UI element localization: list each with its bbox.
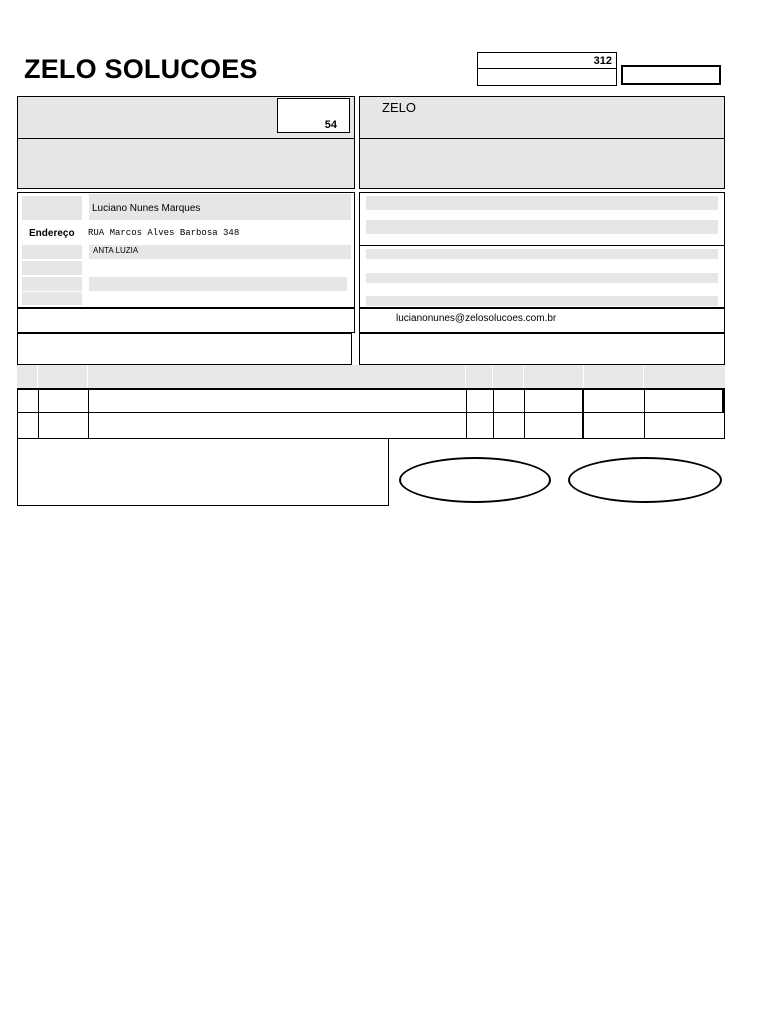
notes-left-cell [17,333,352,365]
left-sub-block [17,138,355,189]
info-field-2 [366,220,718,234]
client-email: lucianonunes@zelosolucoes.com.br [396,313,557,324]
footer-notes-box [17,438,389,506]
client-label-cell-2 [22,245,82,259]
table-row-divider [18,412,724,413]
signature-oval-right [568,457,722,503]
company-title: ZELO SOLUCOES [24,54,258,84]
client-field-cell [89,277,347,291]
client-label-cell-5 [22,292,82,305]
issuer-sub-block [359,138,725,189]
address-label: Endereço [29,228,75,239]
email-cell [359,308,725,333]
doc-number-box [477,52,617,69]
issuer-block [359,96,725,139]
info-field-5 [366,296,718,306]
info-divider [359,245,725,246]
items-table-body [17,389,725,439]
client-label-cell-3 [22,261,82,275]
items-row-right-edge [722,389,724,413]
doc-extra-box [621,65,721,85]
items-table-header [17,365,725,389]
client-name-cell [89,194,351,220]
info-field-4 [366,273,718,283]
order-number-box [277,98,350,133]
signature-oval-left [399,457,551,503]
client-label-cell-4 [22,277,82,291]
neighborhood-cell [89,245,351,259]
info-field-1 [366,196,718,210]
client-label-cell [22,196,82,220]
client-address: RUA Marcos Alves Barbosa 348 [88,228,240,238]
client-name: Luciano Nunes Marques [92,203,201,214]
order-number: 54 [324,119,337,131]
doc-number-sub-box [477,68,617,86]
info-field-3 [366,249,718,259]
notes-right-cell [359,333,725,365]
issuer-name: ZELO [382,100,416,115]
client-neighborhood: ANTA LUZIA [93,246,139,255]
contact-left-cell [17,308,355,333]
doc-number: 312 [593,55,612,67]
